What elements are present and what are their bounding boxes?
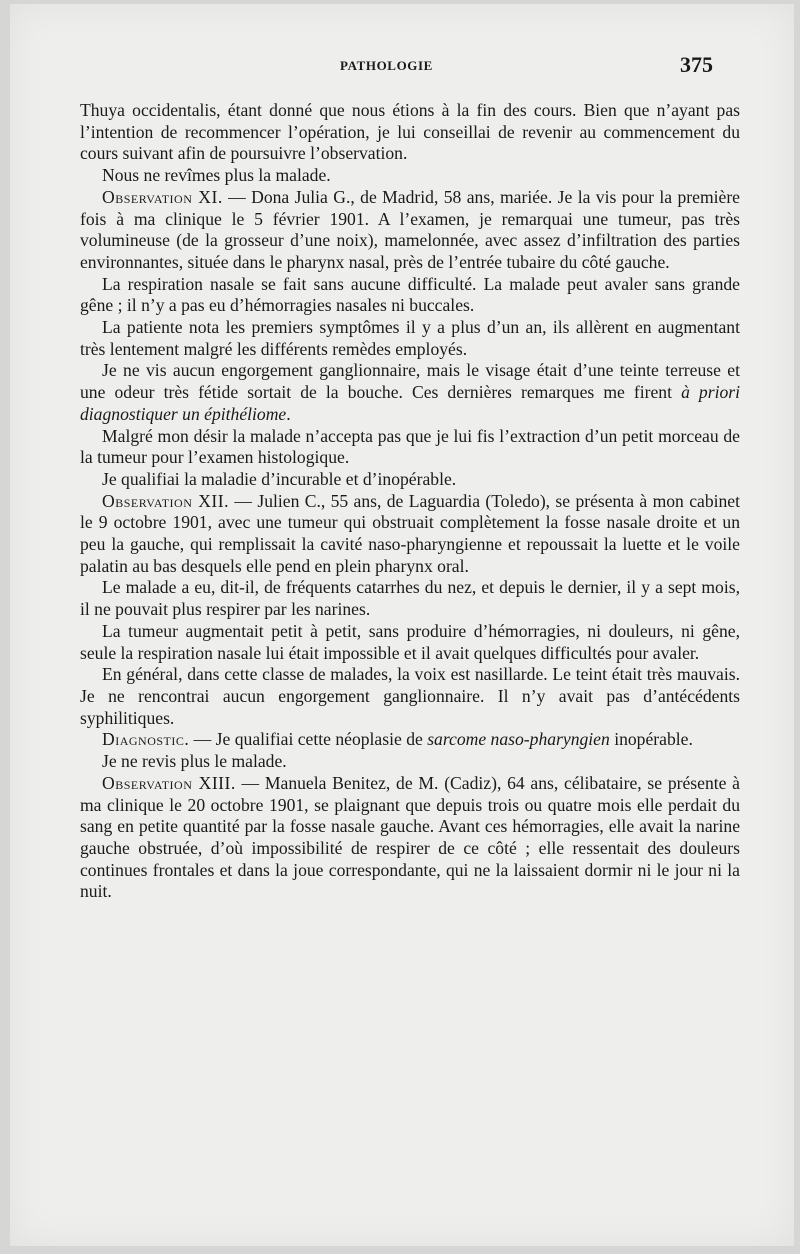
paragraph-10: Le malade a eu, dit-il, de fréquents catarrhes du nez, et depuis le dernier, il y a sept mois, il ne pouvait plus respirer par les narines. [80, 577, 740, 620]
observation-label: Observation XII. [102, 490, 230, 511]
paragraph-1: Thuya occidentalis, étant donné que nous étions à la fin des cours. Bien que n’ayant pas l’intention de recommencer l’opération, je lui conseillai de revenir au commencement du cours suivant afin de poursuivre l’observation. [80, 100, 740, 164]
paragraph-4: La respiration nasale se fait sans aucune difficulté. La malade peut avaler sans grande gêne ; il n’y a pas eu d’hémorragies nasales ni buccales. [80, 273, 740, 316]
paragraph-12: En général, dans cette classe de malades, la voix est nasillarde. Le teint était très mauvais. Je ne rencontrai aucun engorgement ganglionnaire. Il n’y avait pas d’antécédents syphilitiques. [80, 664, 740, 728]
paragraph-diagnostic: Diagnostic. — Je qualifiai cette néoplasie de sarcome naso-pharyngien inopérable. [102, 729, 693, 750]
paragraph-5: La patiente nota les premiers symptômes il y a plus d’un an, ils allèrent en augmentant très lentement malgré les différents remèdes employés. [80, 317, 740, 359]
observation-label: Observation XIII. [102, 772, 236, 793]
paragraph-11: La tumeur augmentait petit à petit, sans produire d’hémorragies, ni douleurs, ni gêne, seule la respiration nasale lui était impossible et il avait quelques difficultés pour avaler. [80, 620, 740, 663]
running-title: PATHOLOGIE [340, 58, 433, 73]
paragraph-8: Je qualifiai la maladie d’incurable et d’inopérable. [102, 468, 457, 489]
observation-label: Observation XI. [102, 186, 223, 207]
book-page [10, 4, 794, 1246]
paragraph-7: Malgré mon désir la malade n’accepta pas que je lui fis l’extraction d’un petit morceau de la tumeur pour l’examen histologique. [80, 425, 740, 468]
paragraph-observation-12: Observation XII. — Julien C., 55 ans, de Laguardia (Toledo), se présenta à mon cabinet le 9 octobre 1901, avec une tumeur qui obstruait complètement la fosse nasale droite et un peu la gauche, qui remplissait la cavité naso-pharyngienne et repoussait la luette et le voile palatin au bas desquels elle pend en plein pharynx oral. [80, 490, 740, 576]
page-number: 375 [680, 52, 713, 77]
paragraph-observation-11: Observation XI. — Dona Julia G., de Madrid, 58 ans, mariée. Je la vis pour la première fois à ma clinique le 5 février 1901. A l’examen, je remarquai une tumeur, pas très volumineuse (de la grosseur d’une noix), mamelonnée, avec assez d’infiltration des parties environnantes, située dans le pharynx nasal, près de l’entrée tubaire du côté gauche. [80, 186, 740, 272]
paragraph-6: Je ne vis aucun engorgement ganglionnaire, mais le visage était d’une teinte terreuse et une odeur très fétide sortait de la bouche. Ces dernières remarques me firent à priori diagnostiquer un épithéliome. [80, 360, 740, 424]
paragraph-2: Nous ne revîmes plus la malade. [102, 165, 331, 186]
running-head [10, 52, 794, 82]
diagnostic-label: Diagnostic. [102, 729, 190, 750]
paragraph-observation-13: Observation XIII. — Manuela Benitez, de M. (Cadiz), 64 ans, célibataire, se présente à ma clinique le 20 octobre 1901, se plaignant que depuis trois ou quatre mois elle perdait du sang en petite quantité par la fosse nasale gauche. Avant ces hémorragies, elle avait la narine gauche obstruée, d’où impossibilité de respirer de ce côté ; elle ressentait des douleurs continues frontales et dans la joue correspondante, qui ne la laissaient dormir ni le jour ni la nuit. [80, 772, 740, 902]
paragraph-14: Je ne revis plus le malade. [102, 751, 287, 772]
body-text [80, 100, 740, 903]
